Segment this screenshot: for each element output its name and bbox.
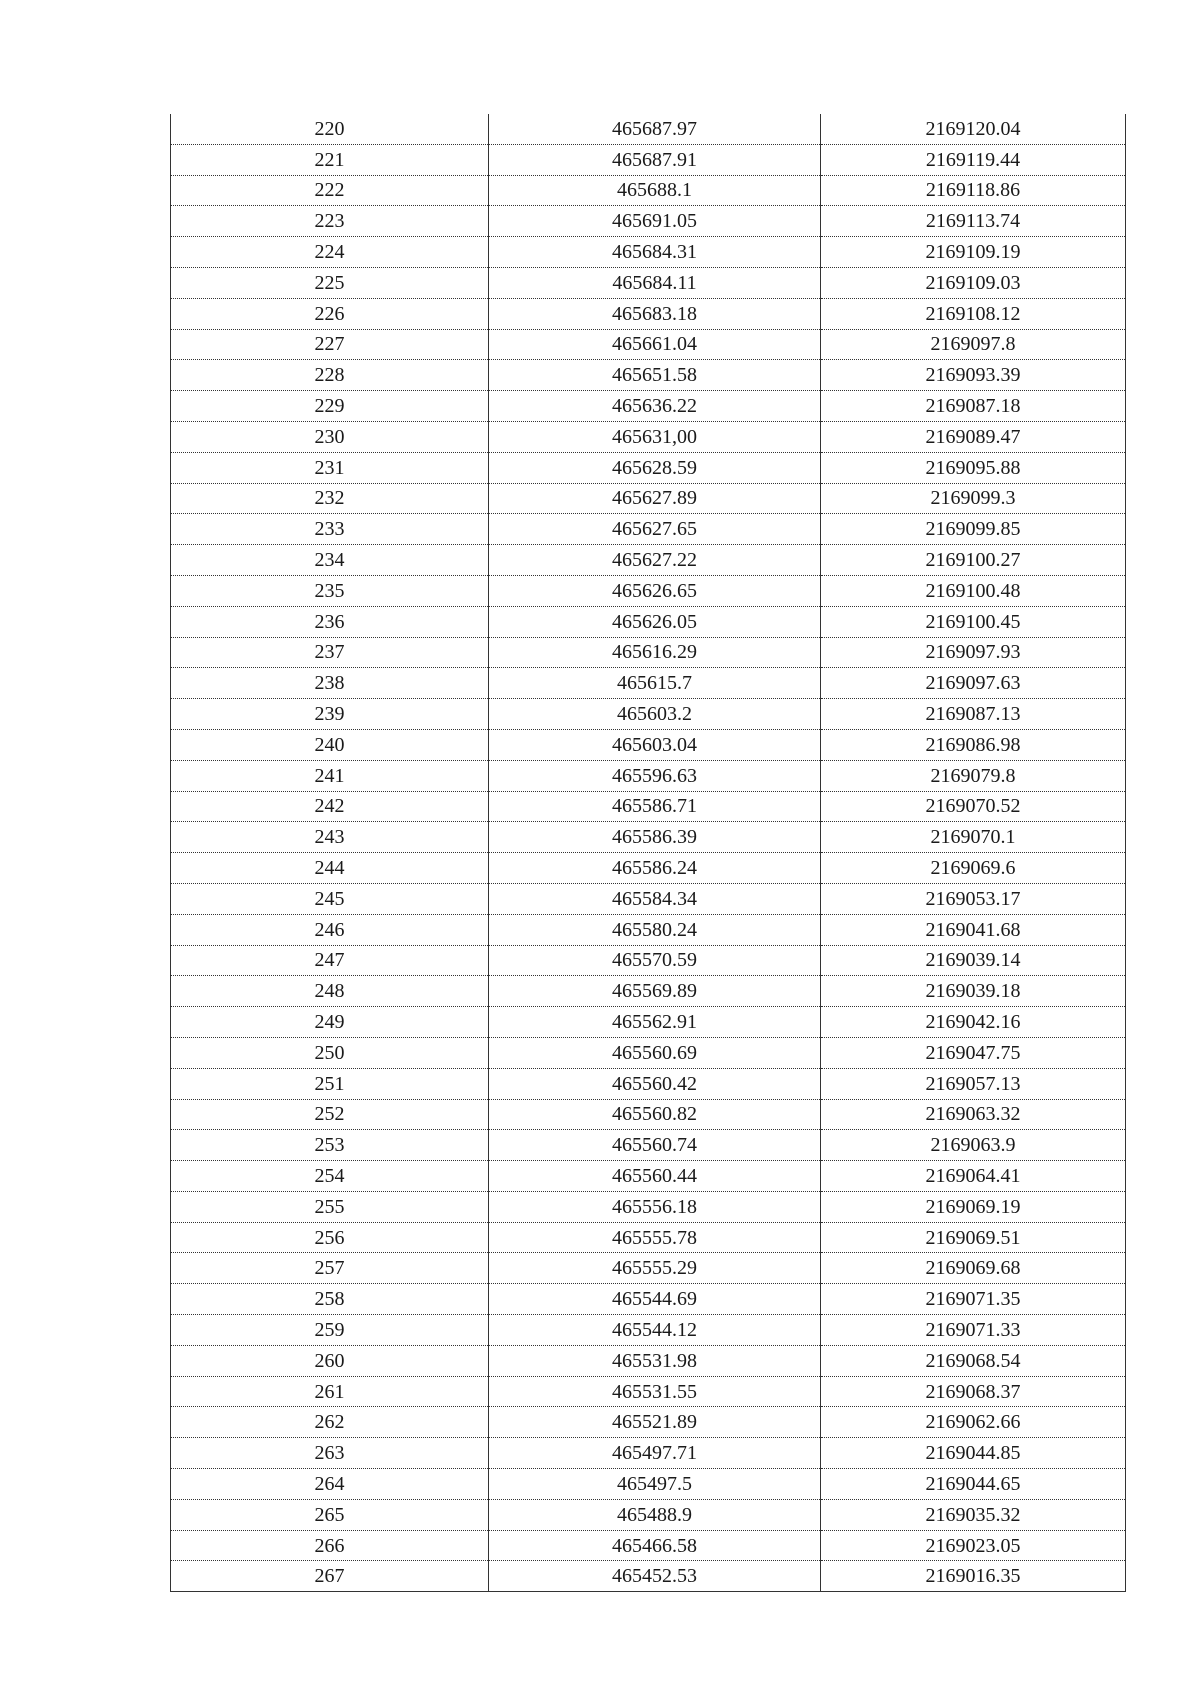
- table-row: [171, 1530, 1126, 1561]
- table-row: [171, 760, 1126, 791]
- y-coordinate-cell: 2169095.88: [821, 452, 1126, 483]
- x-coordinate-cell: 465691.05: [489, 206, 821, 237]
- x-coordinate-cell: 465560.44: [489, 1161, 821, 1192]
- x-coordinate-cell: 465556.18: [489, 1191, 821, 1222]
- y-coordinate-cell: 2169023.05: [821, 1530, 1126, 1561]
- table-row: [171, 1191, 1126, 1222]
- y-coordinate-cell: 2169069.51: [821, 1222, 1126, 1253]
- point-number-cell: 223: [171, 206, 489, 237]
- x-coordinate-cell: 465603.2: [489, 699, 821, 730]
- point-number-cell: 229: [171, 391, 489, 422]
- table-row: [171, 699, 1126, 730]
- y-coordinate-cell: 2169118.86: [821, 175, 1126, 206]
- table-row: [171, 329, 1126, 360]
- table-row: [171, 822, 1126, 853]
- x-coordinate-cell: 465555.78: [489, 1222, 821, 1253]
- point-number-cell: 252: [171, 1099, 489, 1130]
- y-coordinate-cell: 2169035.32: [821, 1499, 1126, 1530]
- y-coordinate-cell: 2169068.54: [821, 1345, 1126, 1376]
- y-coordinate-cell: 2169044.65: [821, 1469, 1126, 1500]
- point-number-cell: 267: [171, 1561, 489, 1592]
- table-row: [171, 483, 1126, 514]
- x-coordinate-cell: 465596.63: [489, 760, 821, 791]
- x-coordinate-cell: 465627.89: [489, 483, 821, 514]
- y-coordinate-cell: 2169071.33: [821, 1315, 1126, 1346]
- x-coordinate-cell: 465627.22: [489, 545, 821, 576]
- x-coordinate-cell: 465497.5: [489, 1469, 821, 1500]
- y-coordinate-cell: 2169053.17: [821, 883, 1126, 914]
- x-coordinate-cell: 465626.65: [489, 575, 821, 606]
- point-number-cell: 222: [171, 175, 489, 206]
- table-row: [171, 945, 1126, 976]
- x-coordinate-cell: 465560.82: [489, 1099, 821, 1130]
- x-coordinate-cell: 465531.55: [489, 1376, 821, 1407]
- x-coordinate-cell: 465616.29: [489, 637, 821, 668]
- point-number-cell: 262: [171, 1407, 489, 1438]
- x-coordinate-cell: 465631,00: [489, 421, 821, 452]
- table-row: [171, 1037, 1126, 1068]
- x-coordinate-cell: 465466.58: [489, 1530, 821, 1561]
- y-coordinate-cell: 2169064.41: [821, 1161, 1126, 1192]
- point-number-cell: 240: [171, 729, 489, 760]
- point-number-cell: 233: [171, 514, 489, 545]
- y-coordinate-cell: 2169016.35: [821, 1561, 1126, 1592]
- table-row: [171, 298, 1126, 329]
- point-number-cell: 232: [171, 483, 489, 514]
- x-coordinate-cell: 465580.24: [489, 914, 821, 945]
- point-number-cell: 253: [171, 1130, 489, 1161]
- y-coordinate-cell: 2169047.75: [821, 1037, 1126, 1068]
- point-number-cell: 239: [171, 699, 489, 730]
- y-coordinate-cell: 2169097.93: [821, 637, 1126, 668]
- table-row: [171, 1099, 1126, 1130]
- point-number-cell: 260: [171, 1345, 489, 1376]
- y-coordinate-cell: 2169100.27: [821, 545, 1126, 576]
- coordinates-table: [170, 114, 1126, 1592]
- y-coordinate-cell: 2169069.68: [821, 1253, 1126, 1284]
- y-coordinate-cell: 2169063.32: [821, 1099, 1126, 1130]
- y-coordinate-cell: 2169071.35: [821, 1284, 1126, 1315]
- y-coordinate-cell: 2169069.6: [821, 853, 1126, 884]
- y-coordinate-cell: 2169063.9: [821, 1130, 1126, 1161]
- point-number-cell: 263: [171, 1438, 489, 1469]
- x-coordinate-cell: 465497.71: [489, 1438, 821, 1469]
- y-coordinate-cell: 2169093.39: [821, 360, 1126, 391]
- y-coordinate-cell: 2169087.13: [821, 699, 1126, 730]
- table-row: [171, 791, 1126, 822]
- table-row: [171, 1469, 1126, 1500]
- x-coordinate-cell: 465560.69: [489, 1037, 821, 1068]
- point-number-cell: 259: [171, 1315, 489, 1346]
- table-row: [171, 575, 1126, 606]
- table-row: [171, 1315, 1126, 1346]
- x-coordinate-cell: 465687.91: [489, 144, 821, 175]
- table-row: [171, 976, 1126, 1007]
- y-coordinate-cell: 2169120.04: [821, 114, 1126, 144]
- table-row: [171, 1068, 1126, 1099]
- y-coordinate-cell: 2169039.14: [821, 945, 1126, 976]
- y-coordinate-cell: 2169041.68: [821, 914, 1126, 945]
- point-number-cell: 242: [171, 791, 489, 822]
- point-number-cell: 234: [171, 545, 489, 576]
- y-coordinate-cell: 2169070.52: [821, 791, 1126, 822]
- table-row: [171, 668, 1126, 699]
- y-coordinate-cell: 2169089.47: [821, 421, 1126, 452]
- y-coordinate-cell: 2169113.74: [821, 206, 1126, 237]
- point-number-cell: 254: [171, 1161, 489, 1192]
- x-coordinate-cell: 465531.98: [489, 1345, 821, 1376]
- x-coordinate-cell: 465636.22: [489, 391, 821, 422]
- table-row: [171, 1561, 1126, 1592]
- y-coordinate-cell: 2169057.13: [821, 1068, 1126, 1099]
- x-coordinate-cell: 465683.18: [489, 298, 821, 329]
- point-number-cell: 224: [171, 237, 489, 268]
- point-number-cell: 236: [171, 606, 489, 637]
- x-coordinate-cell: 465684.11: [489, 267, 821, 298]
- x-coordinate-cell: 465687.97: [489, 114, 821, 144]
- table-row: [171, 267, 1126, 298]
- y-coordinate-cell: 2169109.19: [821, 237, 1126, 268]
- y-coordinate-cell: 2169100.48: [821, 575, 1126, 606]
- x-coordinate-cell: 465555.29: [489, 1253, 821, 1284]
- table-row: [171, 237, 1126, 268]
- point-number-cell: 231: [171, 452, 489, 483]
- table-row: [171, 1499, 1126, 1530]
- x-coordinate-cell: 465651.58: [489, 360, 821, 391]
- table-row: [171, 1161, 1126, 1192]
- x-coordinate-cell: 465560.42: [489, 1068, 821, 1099]
- table-row: [171, 514, 1126, 545]
- x-coordinate-cell: 465684.31: [489, 237, 821, 268]
- point-number-cell: 261: [171, 1376, 489, 1407]
- y-coordinate-cell: 2169119.44: [821, 144, 1126, 175]
- x-coordinate-cell: 465569.89: [489, 976, 821, 1007]
- point-number-cell: 230: [171, 421, 489, 452]
- table-row: [171, 1345, 1126, 1376]
- table-row: [171, 391, 1126, 422]
- table-row: [171, 1130, 1126, 1161]
- x-coordinate-cell: 465488.9: [489, 1499, 821, 1530]
- y-coordinate-cell: 2169042.16: [821, 1007, 1126, 1038]
- point-number-cell: 238: [171, 668, 489, 699]
- point-number-cell: 245: [171, 883, 489, 914]
- table-row: [171, 729, 1126, 760]
- y-coordinate-cell: 2169070.1: [821, 822, 1126, 853]
- y-coordinate-cell: 2169097.63: [821, 668, 1126, 699]
- table-row: [171, 853, 1126, 884]
- y-coordinate-cell: 2169109.03: [821, 267, 1126, 298]
- y-coordinate-cell: 2169068.37: [821, 1376, 1126, 1407]
- x-coordinate-cell: 465628.59: [489, 452, 821, 483]
- point-number-cell: 235: [171, 575, 489, 606]
- point-number-cell: 249: [171, 1007, 489, 1038]
- y-coordinate-cell: 2169079.8: [821, 760, 1126, 791]
- table-row: [171, 144, 1126, 175]
- y-coordinate-cell: 2169100.45: [821, 606, 1126, 637]
- x-coordinate-cell: 465570.59: [489, 945, 821, 976]
- table-row: [171, 1407, 1126, 1438]
- y-coordinate-cell: 2169087.18: [821, 391, 1126, 422]
- point-number-cell: 265: [171, 1499, 489, 1530]
- x-coordinate-cell: 465544.69: [489, 1284, 821, 1315]
- coordinates-table-body: [171, 114, 1126, 1592]
- point-number-cell: 251: [171, 1068, 489, 1099]
- x-coordinate-cell: 465661.04: [489, 329, 821, 360]
- x-coordinate-cell: 465615.7: [489, 668, 821, 699]
- x-coordinate-cell: 465586.24: [489, 853, 821, 884]
- table-row: [171, 637, 1126, 668]
- point-number-cell: 243: [171, 822, 489, 853]
- table-row: [171, 421, 1126, 452]
- x-coordinate-cell: 465452.53: [489, 1561, 821, 1592]
- table-row: [171, 1007, 1126, 1038]
- point-number-cell: 247: [171, 945, 489, 976]
- y-coordinate-cell: 2169097.8: [821, 329, 1126, 360]
- x-coordinate-cell: 465562.91: [489, 1007, 821, 1038]
- y-coordinate-cell: 2169044.85: [821, 1438, 1126, 1469]
- point-number-cell: 246: [171, 914, 489, 945]
- table-row: [171, 360, 1126, 391]
- point-number-cell: 256: [171, 1222, 489, 1253]
- table-row: [171, 114, 1126, 144]
- y-coordinate-cell: 2169062.66: [821, 1407, 1126, 1438]
- table-row: [171, 206, 1126, 237]
- point-number-cell: 221: [171, 144, 489, 175]
- table-row: [171, 1284, 1126, 1315]
- y-coordinate-cell: 2169099.85: [821, 514, 1126, 545]
- point-number-cell: 228: [171, 360, 489, 391]
- x-coordinate-cell: 465626.05: [489, 606, 821, 637]
- point-number-cell: 227: [171, 329, 489, 360]
- point-number-cell: 226: [171, 298, 489, 329]
- table-row: [171, 883, 1126, 914]
- table-row: [171, 914, 1126, 945]
- x-coordinate-cell: 465586.39: [489, 822, 821, 853]
- x-coordinate-cell: 465544.12: [489, 1315, 821, 1346]
- point-number-cell: 257: [171, 1253, 489, 1284]
- x-coordinate-cell: 465586.71: [489, 791, 821, 822]
- table-row: [171, 175, 1126, 206]
- x-coordinate-cell: 465560.74: [489, 1130, 821, 1161]
- point-number-cell: 250: [171, 1037, 489, 1068]
- x-coordinate-cell: 465627.65: [489, 514, 821, 545]
- table-row: [171, 1253, 1126, 1284]
- table-row: [171, 452, 1126, 483]
- x-coordinate-cell: 465521.89: [489, 1407, 821, 1438]
- y-coordinate-cell: 2169099.3: [821, 483, 1126, 514]
- point-number-cell: 241: [171, 760, 489, 791]
- y-coordinate-cell: 2169039.18: [821, 976, 1126, 1007]
- point-number-cell: 225: [171, 267, 489, 298]
- point-number-cell: 248: [171, 976, 489, 1007]
- point-number-cell: 237: [171, 637, 489, 668]
- table-row: [171, 1222, 1126, 1253]
- point-number-cell: 220: [171, 114, 489, 144]
- table-row: [171, 545, 1126, 576]
- point-number-cell: 258: [171, 1284, 489, 1315]
- y-coordinate-cell: 2169108.12: [821, 298, 1126, 329]
- y-coordinate-cell: 2169086.98: [821, 729, 1126, 760]
- x-coordinate-cell: 465584.34: [489, 883, 821, 914]
- table-row: [171, 606, 1126, 637]
- x-coordinate-cell: 465603.04: [489, 729, 821, 760]
- point-number-cell: 244: [171, 853, 489, 884]
- table-row: [171, 1438, 1126, 1469]
- point-number-cell: 264: [171, 1469, 489, 1500]
- point-number-cell: 255: [171, 1191, 489, 1222]
- x-coordinate-cell: 465688.1: [489, 175, 821, 206]
- table-row: [171, 1376, 1126, 1407]
- point-number-cell: 266: [171, 1530, 489, 1561]
- y-coordinate-cell: 2169069.19: [821, 1191, 1126, 1222]
